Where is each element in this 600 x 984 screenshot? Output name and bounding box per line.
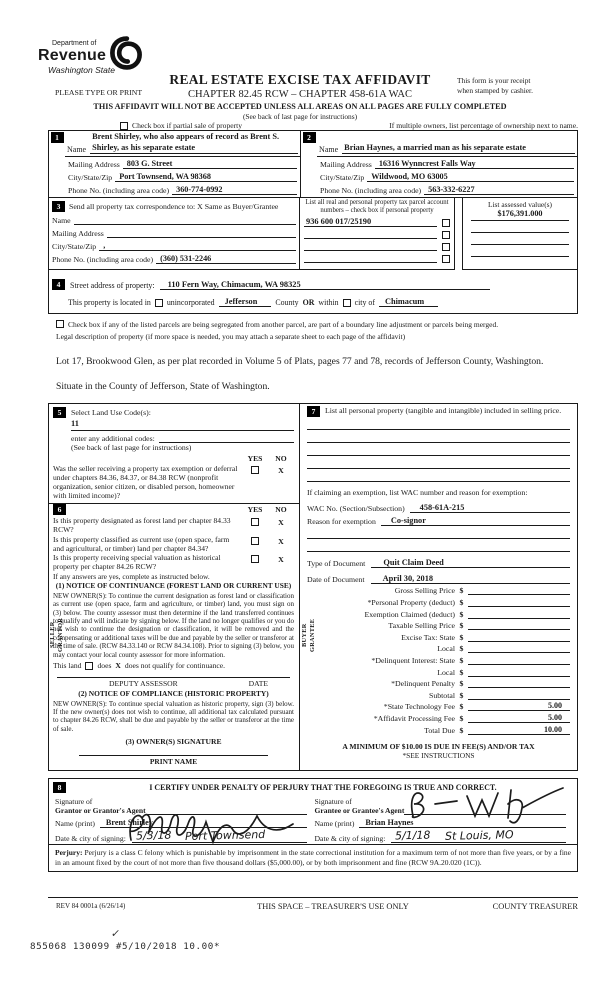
property-address-section: 4 Street address of property: 110 Fern Way, Chimacum, WA 98325 This property is located in unincorporated Jefferson County OR within city of Chimacum [48, 270, 578, 314]
section-2-number: 2 [303, 132, 316, 143]
dor-logo [38, 40, 143, 75]
fee-row-delinquent-interest: *Delinquent Interest: State $ [307, 653, 570, 665]
notice-compliance-body: NEW OWNER(S): To continue special valuation as historic property, sign (3) below. If the new owner(s) does not wish to continue, all additional tax calculated pursuant to chapter 84.26 RCW, shall be due and payable by the seller or transferor at the time of sale. [53, 699, 294, 733]
grantee-signature-line [404, 795, 566, 815]
deputy-assessor-label: DEPUTY ASSESSOR [109, 679, 178, 689]
section-3-number: 3 [52, 201, 65, 212]
parcel-row [304, 239, 450, 251]
parcel-row [304, 215, 450, 227]
personal-property-section [300, 403, 578, 771]
parcel-row [304, 227, 450, 239]
grantor-date-handwritten: 5/3/18 [135, 828, 172, 843]
personal-property-checkbox [442, 243, 450, 251]
fee-row-delinquent-penalty: *Delinquent Penalty $ [307, 677, 570, 689]
document-date-label: Date of Document [307, 574, 365, 584]
seller-phone-label: Phone No. (including area code) [68, 186, 170, 195]
yes-no-header: YES NO [247, 453, 287, 463]
grantor-date-label: Date & city of signing: [55, 833, 126, 843]
fee-row-processing-fee: *Affidavit Processing Fee $ 5.00 [307, 711, 570, 723]
correspondence-header: Send all property tax correspondence to: X Same as Buyer/Grantee [69, 202, 279, 211]
current-use-yes-checkbox [251, 537, 259, 545]
corr-phone-value: (360) 531-2246 [156, 254, 296, 264]
document-type-value: Quit Claim Deed [371, 558, 570, 568]
parcel-numbers-box [300, 198, 455, 270]
seller-city-value: Port Townsend, WA 98368 [115, 172, 297, 182]
buyer-mailing-value: 16316 Wynncrest Falls Way [375, 159, 574, 169]
multiple-owners-note: If multiple owners, list percentage of ownership next to name. [389, 121, 578, 130]
fee-row-personal: *Personal Property (deduct) $ [307, 595, 570, 607]
county-treasurer-label: COUNTY TREASURER [492, 902, 578, 911]
personal-property-label: List all personal property (tangible and intangible) included in selling price. [325, 405, 562, 415]
corr-city-label: City/State/Zip [52, 242, 97, 251]
form-header [0, 72, 600, 121]
form-body [48, 118, 578, 872]
section-5-number: 5 [53, 407, 66, 418]
forest-land-question-row: Is this property designated as forest land per chapter 84.33 RCW? X [53, 515, 284, 534]
historic-question-row: Is this property receiving special valuation as historical property per chapter 84.26 RCW? X [53, 553, 284, 572]
fee-row-exemption: Exemption Claimed (deduct) $ [307, 607, 570, 619]
grantee-signature-block: Signature of Grantee or Grantee's Agent Name (print) Brian Haynes Date & city of signing: 5/1/18 St Louis, MO [313, 794, 573, 843]
fee-row-taxable: Taxable Selling Price $ [307, 619, 570, 631]
fee-row-tech-fee: *State Technology Fee $ 5.00 [307, 700, 570, 712]
notice-continuance-body: NEW OWNER(S): To continue the current designation as forest land or classification as current use (open space, farm and agriculture, or timber) land, you must sign on (3) below. The county assessor must then determine if the land transferred continues to qualify and will indicate by signing below. If the land no longer qualifies or you do not wish to continue the designation or classification, it will be removed and the compensating or additional taxes will be due and payable by the seller or transferor at the time of sale. (RCW 84.33.140 or RCW 84.34.108). Prior to signing (3) below, you may contact your local county assessor for more information. [53, 591, 294, 659]
legal-description-text: Lot 17, Brookwood Glen, as per plat recorded in Volume 5 of Plats, pages 77 and 78, records of Jefferson County, Washington. [56, 356, 544, 367]
buyer-mailing-label: Mailing Address [320, 160, 372, 169]
print-name-label: PRINT NAME [149, 757, 198, 767]
fee-row-gross: Gross Selling Price $ [307, 584, 570, 596]
buyer-name-value: Brian Haynes, a married man as his separate estate [342, 143, 575, 154]
if-yes-note: If any answers are yes, complete as instructed below. [53, 572, 210, 582]
historic-yes-checkbox [251, 555, 259, 563]
document-type-label: Type of Document [307, 558, 366, 568]
fee-row-local: Local $ [307, 642, 570, 654]
unincorporated-checkbox [155, 299, 163, 307]
logo-state: Washington State [48, 65, 115, 75]
section-8-number: 8 [53, 782, 66, 793]
exemption-question: Was the seller receiving a property tax exemption or deferral under chapters 84.36, 84.37, or 84.38 RCW (nonprofit organization, senior citizen, or disabled person, homeowner with limited income)? [53, 463, 238, 500]
assessed-value: $176,391.000 [471, 209, 569, 221]
assessed-header: List assessed value(s) [487, 200, 553, 209]
street-address-label: Street address of property: [70, 281, 155, 290]
seller-city-label: City/State/Zip [68, 173, 113, 182]
logo-dept-line: Department of [52, 40, 97, 47]
document-date-value: April 30, 2018 [371, 574, 570, 584]
city-checkbox [343, 299, 351, 307]
minimum-due-note: A MINIMUM OF $10.00 IS DUE IN FEE(S) AND/OR TAX [342, 741, 535, 751]
claiming-exemption-label: If claiming an exemption, list WAC number and reason for exemption: [307, 487, 528, 497]
land-use-code-value: 11 [71, 419, 294, 431]
grantee-date-handwritten: 5/1/18 [395, 828, 431, 843]
form-warning: THIS AFFIDAVIT WILL NOT BE ACCEPTED UNLESS ALL AREAS ON ALL PAGES ARE FULLY COMPLETED [93, 102, 507, 111]
exemption-question-row [53, 465, 294, 501]
parcel-number-value: 936 600 017/25190 [304, 217, 437, 227]
seller-name-label: Name [67, 145, 87, 154]
date-label: DATE [248, 679, 268, 689]
located-prefix: This property is located in [68, 298, 151, 307]
form-revision-number: REV 84 0001a (6/26/14) [56, 902, 126, 910]
corr-mailing-label: Mailing Address [52, 229, 104, 238]
legal-description-label: Legal description of property (if more space is needed, you may attach a separate sheet to each page of the affidavit) [56, 332, 406, 341]
partial-sale-row [48, 118, 578, 130]
land-use-label: Select Land Use Code(s): [71, 407, 151, 417]
fee-row-excise-state: Excise Tax: State $ [307, 630, 570, 642]
form-title: REAL ESTATE EXCISE TAX AFFIDAVIT [169, 72, 431, 87]
form-chapter: CHAPTER 82.45 RCW – CHAPTER 458-61A WAC [188, 89, 412, 100]
buyer-side-label: BUYER GRANTEE [301, 618, 317, 652]
grantor-city-handwritten: Port Townsend [185, 827, 266, 843]
notice-continuance-title: (1) NOTICE OF CONTINUANCE (FOREST LAND OR CURRENT USE) [55, 581, 292, 591]
grantor-signature-line [146, 795, 307, 815]
stamp-text: 855068 130099 #5/10/2018 10.00* [30, 941, 221, 952]
corr-city-value: , [99, 241, 296, 251]
perjury-notice: Perjury: Perjury is a class C felony which is punishable by imprisonment in the state correctional institution for a maximum term of not more than five years, or by a fine in an amount fixed by the court of not more than five thousand dollars ($5,000.00), or by both imprisonment and fine (RCW 9A.20.020 (1C)). [48, 845, 578, 872]
form-seeback: (See back of last page for instructions) [242, 112, 358, 121]
seller-side-label: SELLER GRANTOR [49, 617, 64, 653]
continuance-qualify-line: This land does X does not qualify for continuance. [53, 661, 226, 671]
buyer-phone-label: Phone No. (including area code) [320, 186, 422, 195]
seller-mailing-label: Mailing Address [68, 160, 120, 169]
notice-compliance-title: (2) NOTICE OF COMPLIANCE (HISTORIC PROPERTY) [78, 689, 269, 699]
partial-sale-label: Check box if partial sale of property [132, 121, 243, 130]
grantor-name-value: Brent Shirley [100, 818, 307, 828]
revenue-swirl-icon [109, 36, 143, 70]
wac-number-label: WAC No. (Section/Subsection) [307, 503, 405, 513]
assessed-values-box [462, 198, 578, 270]
additional-codes-label: enter any additional codes: [71, 433, 155, 443]
owners-signature-label: (3) OWNER(S) SIGNATURE [125, 737, 222, 747]
logo-brand: Revenue [38, 47, 107, 64]
footer-row [48, 897, 578, 911]
grantee-name-value: Brian Haynes [359, 818, 566, 828]
dor-logo-text [38, 40, 115, 75]
see-instructions-note: *SEE INSTRUCTIONS [402, 751, 475, 761]
partial-sale-checkbox [120, 122, 128, 130]
buyer-city-value: Wildwood, MO 63005 [367, 172, 574, 182]
forest-yes-checkbox [251, 518, 259, 526]
section-1-number: 1 [51, 132, 64, 143]
seller-mailing-value: 803 G. Street [123, 159, 297, 169]
segregated-label: Check box if any of the listed parcels are being segregated from another parcel, are part of a boundary line adjustment or parcels being merged. [68, 319, 499, 329]
treasurer-space-label: THIS SPACE – TREASURER'S USE ONLY [257, 902, 409, 911]
corr-mailing-value [107, 237, 296, 238]
personal-property-checkbox [442, 255, 450, 263]
tax-correspondence-section [48, 198, 300, 270]
section-4-number: 4 [52, 279, 65, 290]
exemption-yes-checkbox [251, 466, 259, 474]
stamp-checkmark-icon: ✓ [110, 926, 121, 940]
exemption-no-answer: X [278, 465, 284, 475]
buyer-city-label: City/State/Zip [320, 173, 365, 182]
personal-property-checkbox [442, 219, 450, 227]
street-address-value: 110 Fern Way, Chimacum, WA 98325 [160, 280, 490, 290]
grantee-name-label: Name (print) [314, 818, 355, 828]
grantee-city-handwritten: St Louis, MO [444, 827, 514, 843]
personal-property-checkbox [442, 231, 450, 239]
seller-phone-value: 360-774-0992 [172, 185, 297, 195]
land-use-section [48, 403, 300, 771]
current-use-question-row: Is this property classified as current use (open space, farm and agricultural, or timber) land per chapter 84.34? X [53, 534, 284, 553]
buyer-name-label: Name [319, 145, 339, 154]
certify-statement: I CERTIFY UNDER PENALTY OF PERJURY THAT THE FOREGOING IS TRUE AND CORRECT. [149, 782, 497, 792]
unincorporated-label: unincorporated [166, 298, 215, 307]
cashier-stamp [30, 926, 220, 952]
section-7-number: 7 [307, 406, 320, 417]
yes-no-header-6: YES NO [247, 505, 287, 515]
please-type-note: PLEASE TYPE OR PRINT [55, 88, 143, 97]
buyer-phone-value: 563-332-6227 [424, 185, 574, 195]
fee-row-total-due: Total Due $ 10.00 [307, 723, 570, 735]
seller-name-value: Brent Shirley, who also appears of record as Brent S. Shirley, as his separate estate [90, 132, 298, 154]
fee-row-local2: Local $ [307, 665, 570, 677]
personal-property-blank-line [307, 417, 570, 430]
wac-number-value: 458-61A-215 [410, 503, 570, 513]
corr-name-label: Name [52, 216, 71, 225]
corr-name-value [74, 224, 296, 225]
parcel-row [304, 251, 450, 263]
receipt-note: This form is your receipt when stamped by cashier. [457, 76, 533, 95]
fee-row-subtotal: Subtotal $ [307, 688, 570, 700]
exemption-reason-label: Reason for exemption [307, 516, 376, 526]
city-value: Chimacum [379, 297, 438, 307]
legal-situate-text: Situate in the County of Jefferson, State of Washington. [56, 381, 270, 393]
grantee-date-label: Date & city of signing: [314, 833, 386, 843]
see-back-note: (See back of last page for instructions) [71, 442, 192, 452]
city-of-label: city of [354, 298, 375, 307]
corr-phone-label: Phone No. (including area code) [52, 255, 154, 264]
parcel-header: List all real and personal property tax parcel account numbers – check box if personal property [305, 199, 449, 215]
exemption-reason-value: Co-signor [381, 516, 570, 526]
land-does-checkbox [85, 662, 93, 670]
section-6-number: 6 [53, 504, 66, 515]
county-value: Jefferson [219, 297, 272, 307]
grantor-signature-block: Signature of Grantor or Grantor's Agent Name (print) Brent Shirley Date & city of signing: 5/3/18 Port Townsend [53, 794, 313, 843]
grantor-name-label: Name (print) [55, 818, 95, 828]
